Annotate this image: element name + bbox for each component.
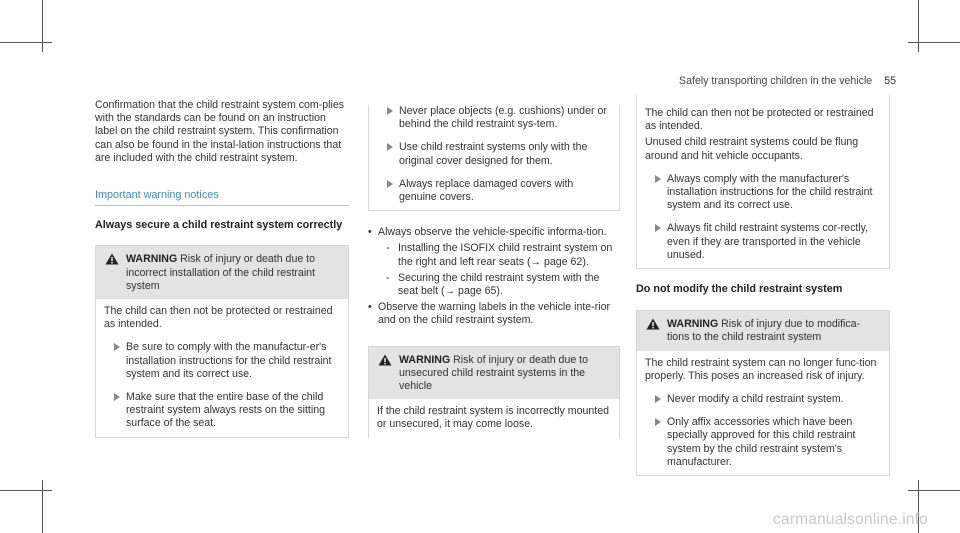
crop-mark (908, 42, 960, 43)
crop-mark (908, 490, 960, 491)
continuation-text: Unused child restraint systems could be flung around and hit vehicle occupants. (645, 136, 859, 162)
warning-icon (105, 253, 119, 265)
arrow-bullet-icon (655, 395, 661, 403)
warning-body (96, 299, 348, 437)
column-3 (636, 95, 890, 476)
link-heading-rule (95, 205, 349, 206)
header-title: Safely transporting children in the vehicle (679, 75, 873, 87)
warning-label: WARNING (667, 318, 719, 331)
intro-paragraph: Confirmation that the child restraint system com-plies with the standards can be found on an instruction label on the child restraint system. This confirmation can also be found in the instal-lation instructions that are included with the child restraint system. (95, 99, 345, 164)
arrow-bullet-icon (655, 175, 661, 183)
list-item: Never modify a child restraint system. (645, 393, 881, 406)
warning-continuation-box (636, 95, 890, 269)
warning-icon (646, 318, 660, 330)
crop-mark (918, 0, 919, 52)
arrow-bullet-icon (387, 180, 393, 188)
link-heading-text[interactable]: Important warning notices (95, 189, 219, 202)
list-item: Never place objects (e.g. cushions) under or behind the child restraint sys-tem. (377, 105, 611, 131)
arrow-bullet-icon (387, 143, 393, 151)
arrow-bullet-icon (655, 224, 661, 232)
warning-body (637, 351, 889, 475)
warning-continuation-box (368, 105, 620, 211)
warning-box (368, 346, 620, 438)
crop-mark (42, 480, 43, 533)
warning-header (369, 347, 619, 400)
crop-mark (42, 0, 43, 52)
crop-mark (0, 42, 52, 43)
section-heading: Always secure a child restraint system correctly (95, 219, 343, 232)
warning-header (96, 246, 348, 299)
link-heading[interactable] (95, 189, 349, 206)
arrow-bullet-icon (114, 393, 120, 401)
warning-box (95, 245, 349, 437)
arrow-bullet-icon (655, 418, 661, 426)
list-item: Always fit child restraint systems cor-rectly, even if they are transported in the vehicle unused. (645, 222, 881, 262)
page-header (679, 75, 896, 88)
list-item: Always replace damaged covers with genuine covers. (377, 178, 611, 204)
continuation-text: The child can then not be protected or restrained as intended. (645, 107, 874, 133)
dash-item: - Installing the ISOFIX child restraint system on the right and left rear seats (→ page 62). (386, 242, 613, 268)
crop-mark (0, 490, 52, 491)
list-item: Make sure that the entire base of the child restraint system always rests on the sitting surface of the seat. (104, 391, 340, 431)
column-2 (368, 95, 620, 438)
warning-text: The child can then not be protected or restrained as intended. (104, 305, 333, 331)
list-item: Always comply with the manufacturer's installation instructions for the child restraint system and its correct use. (645, 173, 881, 213)
bullet-item: • Observe the warning labels in the vehicle inte-rior and on the child restraint system. (368, 301, 611, 327)
section-heading: Do not modify the child restraint system (636, 283, 843, 296)
column-1 (95, 99, 349, 438)
watermark: carmanualsonline.info (773, 510, 928, 528)
arrow-bullet-icon (114, 343, 120, 351)
warning-label: WARNING (399, 353, 451, 366)
dash-item: - Securing the child restraint system with the seat belt (→ page 65). (386, 271, 600, 298)
list-item: Use child restraint systems only with the original cover designed for them. (377, 141, 611, 167)
arrow-bullet-icon (387, 107, 393, 115)
warning-title: Risk of injury or death due to unsecured child restraint systems in the vehicle (399, 353, 589, 393)
warning-label: WARNING (126, 253, 178, 266)
page-number: 55 (884, 75, 896, 87)
list-item: Be sure to comply with the manufactur-er's installation instructions for the child restraint system and its correct use. (104, 341, 340, 381)
warning-header (637, 311, 889, 350)
warning-box (636, 310, 890, 476)
bullet-item: • Always observe the vehicle-specific informa-tion. (368, 226, 607, 239)
warning-title: Risk of injury or death due to incorrect installation of the child restraint system (126, 253, 316, 292)
list-item: Only affix accessories which have been specially approved for this child restraint system by the child restraint system's manufacturer. (645, 416, 881, 469)
warning-icon (378, 354, 392, 366)
warning-body (369, 399, 619, 437)
warning-text: If the child restraint system is incorrectly mounted or unsecured, it may come loose. (377, 405, 609, 431)
warning-text: The child restraint system can no longer func-tion properly. This poses an increased risk of injury. (645, 356, 877, 382)
warning-title: Risk of injury due to modifica-tions to the child restraint system (667, 318, 861, 344)
